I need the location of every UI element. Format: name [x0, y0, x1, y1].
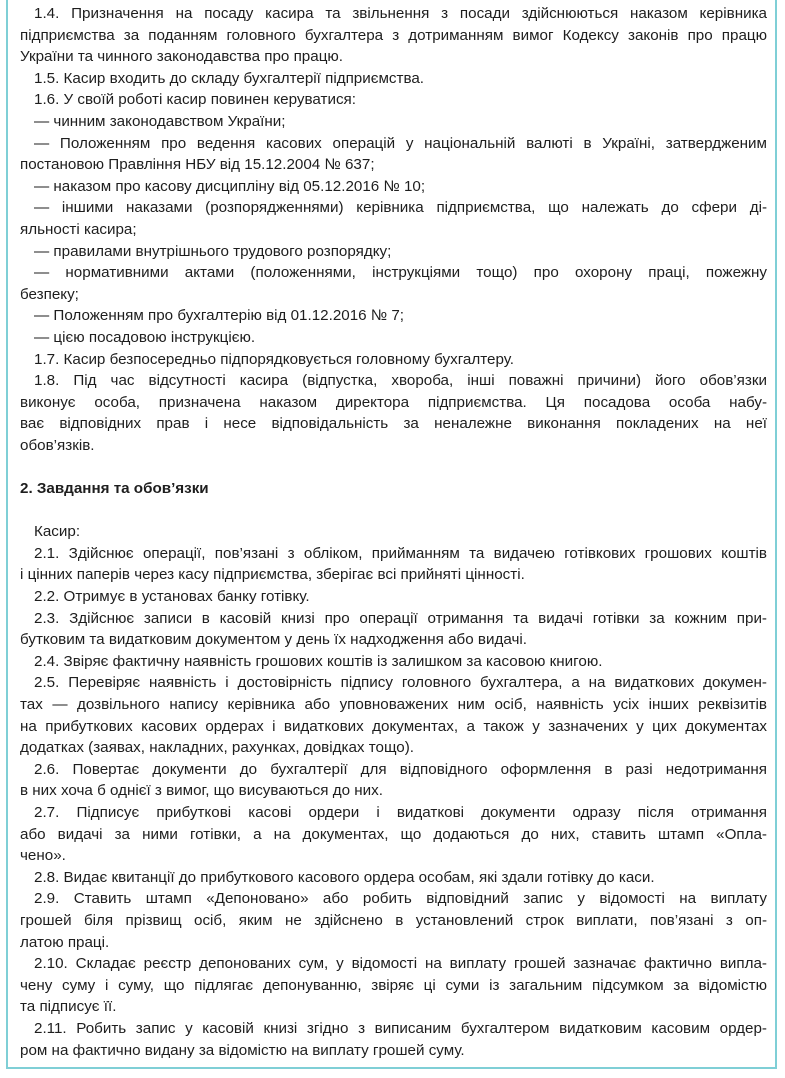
- text-line: — чинним законодавством України;: [34, 112, 286, 130]
- text-line: — наказом про касову дисципліну від 05.12.2016 № 10;: [34, 177, 426, 195]
- text-line: 2.9. Ставить штамп «Депоновано» або робить відповідний запис у відомості на виплату: [34, 890, 767, 908]
- text-line: 2.3. Здійснює записи в касовій книзі про операції отримання та видачі готівки за кожним при-: [34, 609, 767, 627]
- text-line: 1.6. У своїй роботі касир повинен керуватися:: [34, 91, 356, 109]
- text-line: 1.5. Касир входить до складу бухгалтерії підприємства.: [34, 69, 425, 87]
- text-line: в них хоча б однієї з вимог, що висуваються до них.: [20, 782, 383, 800]
- text-line: 2.8. Видає квитанції до прибуткового касового ордера особам, які здали готівку до каси.: [34, 868, 655, 886]
- text-line: — Положенням про бухгалтерію від 01.12.2016 № 7;: [34, 307, 405, 325]
- text-line: постановою Правління НБУ від 15.12.2004 № 637;: [20, 156, 375, 174]
- text-line: 2.4. Звіряє фактичну наявність грошових коштів із залишком за касовою книгою.: [34, 652, 603, 670]
- text-line: 2.7. Підписує прибуткові касові ордери і видаткові документи одразу після отримання: [34, 803, 767, 821]
- text-line: ром на фактично видану за відомістю на виплату грошей суму.: [20, 1041, 465, 1059]
- text-line: 2.6. Повертає документи до бухгалтерії для відповідного оформлення в разі недотримання: [34, 760, 767, 778]
- text-line: на прибуткових касових ордерах і видаткових документах, а також у зазначених у цих документах: [20, 717, 767, 735]
- section-2-body: [20, 521, 767, 1061]
- text-line: чену суму і суму, що підлягає депонуванню, звіряє ці суми із загальним підсумком за відомістю: [20, 976, 767, 994]
- text-line: виконує особа, призначена наказом директора підприємства. Ця посадова особа набу-: [20, 393, 767, 411]
- text-line: Касир:: [34, 523, 81, 541]
- text-line: — цією посадовою інструкцією.: [34, 328, 256, 346]
- text-line: 2.2. Отримує в установах банку готівку.: [34, 588, 310, 606]
- text-line: ває відповідних прав і несе відповідальність за неналежне виконання покладених на неї: [20, 415, 767, 433]
- spacer: [20, 456, 767, 478]
- text-line: додатках (заявах, накладних, рахунках, довідках тощо).: [20, 739, 414, 757]
- text-line: — нормативними актами (положеннями, інструкціями тощо) про охорону праці, пожежну: [34, 264, 767, 282]
- text-line: України та чинного законодавства про працю.: [20, 48, 344, 66]
- text-line: або видачі за ними готівки, а на документах, що додаються до них, ставить штамп «Опла-: [20, 825, 767, 843]
- text-line: 2.1. Здійснює операції, пов’язані з обліком, прийманням та видачею готівкових грошових коштів: [34, 544, 767, 562]
- text-line: 1.7. Касир безпосередньо підпорядковується головному бухгалтеру.: [34, 350, 515, 368]
- text-line: латою праці.: [20, 933, 110, 951]
- text-line: чено».: [20, 847, 66, 865]
- text-line: — правилами внутрішнього трудового розпорядку;: [34, 242, 392, 260]
- section-2-heading: 2. Завдання та обов’язки: [20, 480, 209, 498]
- text-line: 2.10. Складає реєстр депонованих сум, у відомості на виплату грошей зазначає фактично випла-: [34, 955, 767, 973]
- text-line: обов’язків.: [20, 436, 95, 454]
- text-line: бутковим та видатковим документом у день їх надходження або видачі.: [20, 631, 527, 649]
- text-line: і цінних паперів через касу підприємства, зберігає всі прийняті цінності.: [20, 566, 525, 584]
- text-line: — Положенням про ведення касових операцій у національній валюті в Україні, затвердженим: [34, 134, 767, 152]
- text-line: 1.8. Під час відсутності касира (відпустка, хвороба, інші поважні причини) його обов’язки: [34, 372, 767, 390]
- text-line: 1.4. Призначення на посаду касира та звільнення з посади здійснюються наказом керівника: [34, 5, 767, 22]
- text-line: яльності касира;: [20, 220, 137, 238]
- text-line: грошей біля прізвищ осіб, яким не здійснено в установлений строк виплати, пов’язані з оп-: [20, 911, 767, 929]
- text-line: та підписує її.: [20, 998, 117, 1016]
- text-line: 2.11. Робить запис у касовій книзі згідно з виписаним бухгалтером видатковим касовим ордер-: [34, 1019, 767, 1037]
- section-1-continuation: [20, 3, 767, 456]
- text-line: тах — дозвільного напису керівника або уповноважених ним осіб, наявність усіх інших реквізитів: [20, 696, 767, 713]
- document-body: [20, 3, 767, 1061]
- text-line: — іншими наказами (розпорядженнями) керівника підприємства, що належать до сфери ді-: [34, 199, 767, 217]
- text-line: підприємства за поданням головного бухгалтера з дотриманням вимог Кодексу законів про працю: [20, 26, 767, 44]
- text-line: безпеку;: [20, 285, 79, 303]
- spacer: [20, 500, 767, 522]
- text-line: 2.5. Перевіряє наявність і достовірність підпису головного бухгалтера, а на видаткових докумен-: [34, 674, 767, 692]
